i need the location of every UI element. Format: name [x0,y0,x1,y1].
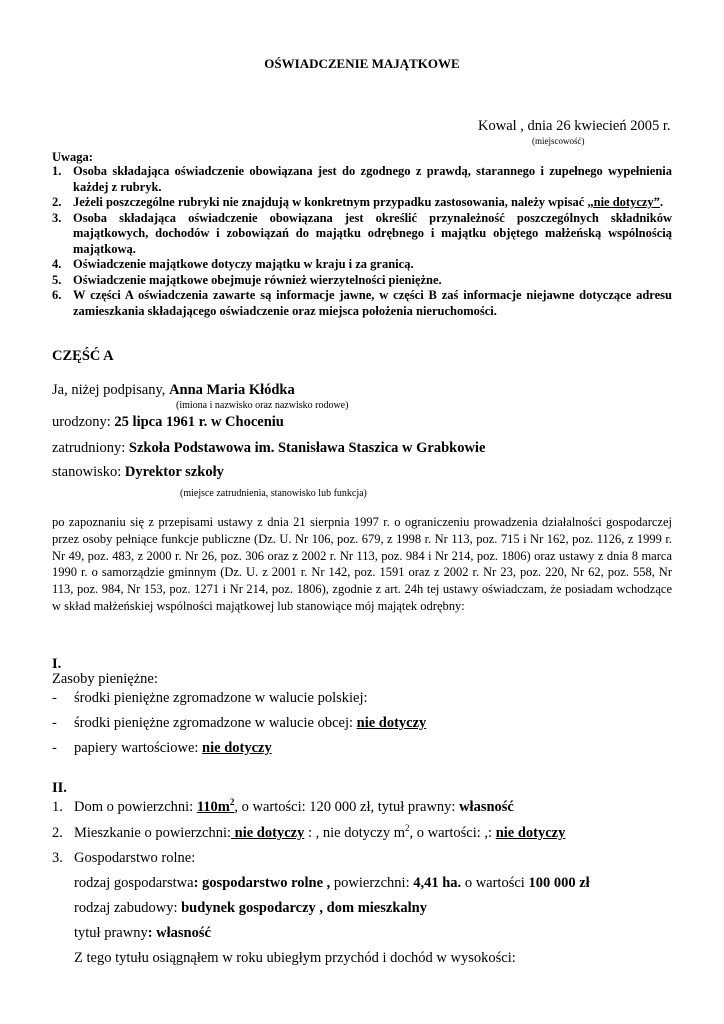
name-caption: (imiona i nazwisko oraz nazwisko rodowe) [176,400,349,411]
note-number: 3. [52,210,62,225]
document-title: OŚWIADCZENIE MAJĄTKOWE [264,56,460,71]
employed-value: Szkoła Podstawowa im. Stanisława Staszica w Grabkowie [128,440,486,456]
farm-area-value: 4,41 ha. [413,875,462,891]
note-text: Oświadczenie majątkowe dotyczy majątku w kraju i za granicą. [73,257,414,271]
place-caption: (miejscowość) [532,136,585,146]
note-number: 5. [52,272,62,287]
note-number: 1. [52,164,62,178]
section-1-subtitle: Zasoby pieniężne: [52,671,158,687]
dash: - [52,740,57,756]
item-number: 2. [52,825,63,841]
farm-buildings-value: budynek gospodarczy , dom mieszkalny [181,900,427,916]
farm-value: 100 000 zł [528,875,590,891]
note-text: Osoba składająca oświadczenie obowiązana jest do zgodnego z prawdą, starannego i zupełnego wypełnienia każdej z rubryk. [73,164,672,194]
dash: - [52,715,57,731]
note-number: 4. [52,257,62,271]
farm-line [52,850,195,867]
note-item [52,273,672,289]
declarant-name: Anna Maria Kłódka [169,382,295,398]
house-line [52,799,514,816]
note-item [52,211,672,258]
note-item [52,288,672,319]
money-label: papiery wartościowe: [74,740,199,756]
note-number: 2. [52,195,62,209]
note-item [52,164,672,195]
farm-value-label: o wartości [461,875,525,891]
position-value: Dyrektor szkoły [124,464,224,480]
note-text: W części A oświadczenia zawarte są informacje jawne, w części B zaś informacje niejawne dotyczące adresu zamieszkania składającego oświadczenie oraz miejsca położenia nieruchomości. [73,288,672,318]
flat-mid: : , nie dotyczy $m^2$, o wartości: ,: [304,823,493,841]
note-item [52,195,672,211]
flat-area: nie dotyczy [231,825,305,841]
farm-buildings-label: rodzaj zabudowy: [74,900,178,916]
note-number: 6. [52,288,62,302]
farm-label: Gospodarstwo rolne: [74,850,196,866]
note-underlined: „nie dotyczy” [587,195,660,209]
note-text: Osoba składająca oświadczenie obowiązana jest określić przynależność poszczególnych składników majątkowych, dochodów i zobowiązań do majątku odrębnego i majątku objętego małżeńską wspólnością majątkową. [73,210,672,256]
farm-type-label: rodzaj gospodarstwa [74,875,194,891]
house-mid: , o wartości: 120 000 zł, tytuł prawny: [234,799,456,815]
declarant-line [52,382,295,399]
dash: - [52,690,57,706]
employed-label: zatrudniony: [52,440,126,456]
farm-legal-label: tytuł prawny [74,925,148,941]
notes-list [52,164,672,319]
farm-legal-value: : własność [147,925,211,941]
born-value: 25 lipca 1961 r. w Choceniu [114,414,284,430]
house-area: $110m^2$ [196,797,235,815]
item-number: 3. [52,850,63,866]
money-value: nie dotyczy [202,740,272,756]
item-number: 1. [52,799,63,815]
money-item-pln [52,690,368,707]
note-text: Jeżeli poszczególne rubryki nie znajdują w konkretnym przypadku zastosowania, należy wpisać [73,195,585,209]
position-label: stanowisko: [52,464,122,480]
birth-line [52,414,284,431]
farm-legal-line [74,925,211,942]
house-title: własność [459,799,514,815]
employment-line [52,440,485,457]
part-a-heading: CZĘŚĆ A [52,348,114,364]
farm-income-line: Z tego tytułu osiągnąłem w roku ubiegłym przychód i dochód w wysokości: [74,950,516,966]
farm-area-label: powierzchni: [330,875,410,891]
note-suffix: . [659,195,664,209]
flat-value: nie dotyczy [495,825,566,841]
notes-heading: Uwaga: [52,150,93,164]
intro-label: Ja, niżej podpisany, [52,382,166,398]
declaration-paragraph: po zapoznaniu się z przepisami ustawy z dnia 21 sierpnia 1997 r. o ograniczeniu prowadzenia działalności gospodarczej przez osoby pełniące funkcje publiczne (Dz. U. Nr 106, poz. 679, z 1998 r. Nr 113, poz. 715 i Nr 162, poz. 1126, z 1999 r. Nr 49, poz. 483, z 2000 r. Nr 26, poz. 306 oraz z 2002 r. Nr 113, poz. 984 i Nr 214, poz. 1806) oraz ustawy z dnia 8 marca 1990 r. o samorządzie gminnym (Dz. U. z 2001 r. Nr 142, poz. 1591 oraz z 2002 r. Nr 23, poz. 220, Nr 62, poz. 558, Nr 113, poz. 984, Nr 153, poz. 1271 i Nr 214, poz. 1806), zgodnie z art. 24h tej ustawy oświadczam, że posiadam wchodzące w skład małżeńskiej wspólności majątkowej lub stanowiące mój majątek odrębny: [52,515,672,613]
position-caption: (miejsce zatrudnienia, stanowisko lub funkcja) [180,488,367,499]
house-label: Dom o powierzchni: [74,799,194,815]
place-date: Kowal , dnia 26 kwiecień 2005 r. [478,118,671,134]
note-item [52,257,672,273]
money-item-securities [52,740,272,757]
flat-line [52,825,565,842]
position-line [52,464,224,481]
farm-type-value: : gospodarstwo rolne , [193,875,331,891]
money-label: środki pieniężne zgromadzone w walucie obcej: [74,715,354,731]
farm-buildings-line [74,900,427,917]
section-1-heading: I. [52,656,62,672]
money-item-foreign [52,715,426,732]
money-value: nie dotyczy [356,715,427,731]
note-text: Oświadczenie majątkowe obejmuje również wierzytelności pieniężne. [73,272,442,287]
section-2-heading: II. [52,780,67,796]
flat-label: Mieszkanie o powierzchni: [74,825,232,841]
money-label: środki pieniężne zgromadzone w walucie polskiej: [74,690,368,706]
farm-type-line [74,875,590,892]
born-label: urodzony: [52,414,111,430]
